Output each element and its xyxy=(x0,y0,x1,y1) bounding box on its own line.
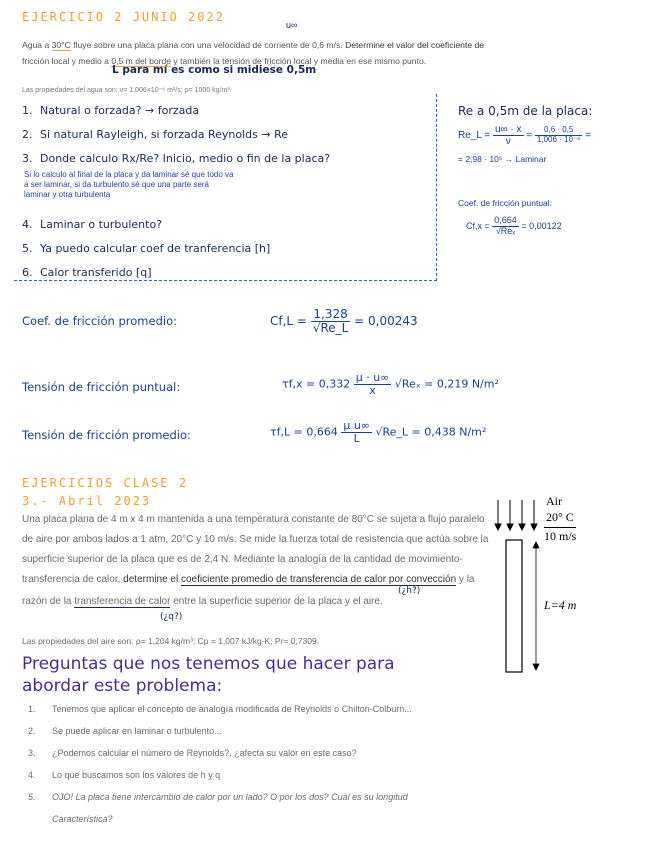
figure-air-label: Air xyxy=(546,494,562,508)
water-temperature: 30°C xyxy=(51,40,71,50)
tau-average-label: Tensión de fricción promedio: xyxy=(22,428,191,442)
question-5-cont: Característica? xyxy=(52,814,113,824)
tau-point-equation: τf,x = 0,332 $\frac{\mu \cdot u\infty}{x}$ √Reₓ = 0,219 N/m² xyxy=(282,371,499,398)
question-3: 3. ¿Podemos calcular el número de Reynolds?, ¿afecta su valor en este caso? xyxy=(28,748,357,758)
step-5: 5. Ya puedo calcular coef de tranferencia [h] xyxy=(22,242,271,255)
cf-point-equation: Cf,x = $\frac{0,664}{\text{√Reₓ}}$ = 0,00122 xyxy=(466,215,562,236)
figure-speed-label: 10 m/s xyxy=(544,529,577,543)
tau-point-label: Tensión de fricción puntual: xyxy=(22,380,181,394)
ex1-properties: Las propiedades del agua son: ν= 1,006×10⁻⁶ m²/s; ρ= 1000 kg/m³. xyxy=(22,87,232,94)
reynolds-equation: Re_L = $\frac{u\infty \cdot x}{\nu}$ = $\frac{0,6 \cdot 0,5}{\text{1,006 · 10⁻⁶}}$ = xyxy=(458,124,592,147)
h-question-note: (¿h?) xyxy=(398,586,421,596)
figure-length-label: L=4 m xyxy=(544,598,577,612)
ex2-para1: Una placa plana de 4 m x 4 m mantenida a una temperatura constante de 80°C se sujeta a flujo paralelo xyxy=(22,514,485,525)
distance-from-edge: 0,5 m del borde xyxy=(111,56,172,66)
step-2: 2. Si natural Rayleigh, si forzada Reynolds → Re xyxy=(22,128,289,141)
step-1: 1. Natural o forzada? → forzada xyxy=(22,104,200,117)
cf-average-label: Coef. de fricción promedio: xyxy=(22,314,177,328)
step-6: 6. Calor transferido [q] xyxy=(22,266,152,279)
question-5: 5. OJO! La placa tiene intercambio de calor por un lado? O por los dos? Cuál es su longitud xyxy=(28,792,408,802)
step-3: 3. Donde calculo Rx/Re? Inicio, medio o fin de la placa? xyxy=(22,152,331,165)
step-3-note: Si lo calculo al final de la placa y da laminar sé que todo va a ser laminar, si da turbulento sé que una parte será laminar y otra turbulenta xyxy=(24,170,234,199)
reynolds-title: Re a 0,5m de la placa: xyxy=(458,104,593,118)
ex2-para4: transferencia de calor, determine el coeficiente promedio de transferencia de calor por convección y la xyxy=(22,574,475,585)
questions-title-1: Preguntas que nos tenemos que hacer para xyxy=(22,654,395,674)
ex2-header: EJERCICIOS CLASE 2 xyxy=(22,476,189,490)
note-length: L para mí es como si midiese 0,5m xyxy=(112,64,317,76)
ex1-problem-line1: Agua a 30°C fluye sobre una placa plana con una velocidad de corriente de 0,6 m/s. Determine el valor del coeficiente de xyxy=(22,40,485,50)
tau-average-equation: τf,L = 0,664 $\frac{\text{μ u∞}}{L}$ √Re_L = 0,438 N/m² xyxy=(270,419,487,446)
ex2-para3: superficie superior de la placa que es de 2,4 N. Mediante la analogía de la cantidad de movimiento- xyxy=(22,554,463,565)
question-2: 2. Se puede aplicar en laminar o turbulento... xyxy=(28,726,222,736)
u-infinity-annotation: u∞ xyxy=(286,20,298,30)
ex2-para5: razón de la transferencia de calor entre la superficie superior de la placa y el aire. xyxy=(22,596,383,607)
ex2-properties: Las propiedades del aire son: ρ= 1,204 kg/m³; Cp = 1,007 kJ/kg·K; Pr= 0,7309. xyxy=(22,636,320,646)
cf-point-title: Coef. de fricción puntual: xyxy=(458,198,553,208)
reynolds-result: = 2,98 · 10⁵ → Laminar xyxy=(458,154,547,164)
cf-average-equation: Cf,L = $\frac{1,328}{√Re\_L}$ = 0,00243 xyxy=(270,307,418,336)
q-question-note: (¿q?) xyxy=(160,612,183,622)
ex1-problem-line2: fricción local y medio a 0,5 m del borde y también la tensión de fricción local y media en ese mismo punto. xyxy=(22,56,427,66)
question-4: 4. Lo que buscamos son los valores de h y q xyxy=(28,770,221,780)
step-4: 4. Laminar o turbulento? xyxy=(22,218,163,231)
question-1: 1. Tenemos que aplicar el concepto de analogía modificada de Reynolds o Chilton-Colburn... xyxy=(28,704,412,714)
ex2-para2: de aire por ambos lados a 1 atm, 20°C y 10 m/s. Se mide la fuerza total de resistencia que actúa sobre la xyxy=(22,534,489,545)
ex2-date: 3.- Abril 2023 xyxy=(22,494,152,508)
figure-temp-label: 20° C xyxy=(546,510,574,524)
ex1-header: EJERCICIO 2 JUNIO 2022 xyxy=(22,10,225,24)
questions-title-2: abordar este problema: xyxy=(22,676,223,696)
